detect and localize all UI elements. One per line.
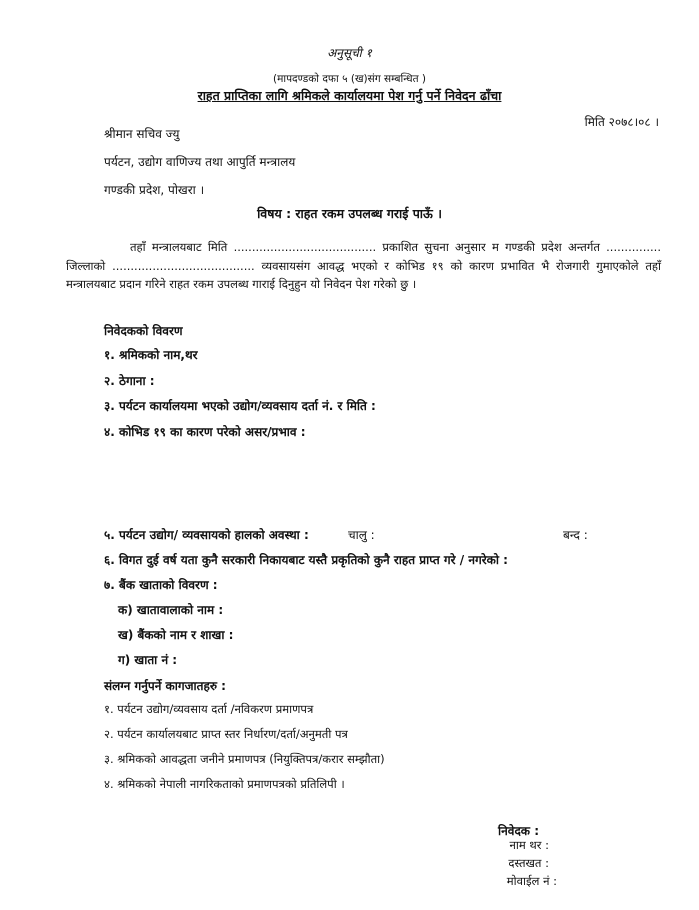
date-line: मिति २०७८।०८ । (584, 115, 659, 129)
attachment-item: ४. श्रमिकको नेपाली नागरिकताको प्रमाणपत्रको प्रतिलिपी । (104, 777, 345, 791)
applicant-heading: निवेदकको विवरण (104, 324, 183, 338)
address-line-2: पर्यटन, उद्योग वाणिज्य तथा आपुर्ति मन्त्रालय (104, 155, 296, 169)
form-subtitle: (मापदण्डको दफा ५ (ख)संग सम्बन्धित ) (272, 73, 427, 85)
signature-mobile: मोवाईल नं : (506, 874, 557, 888)
attachments-heading: संलग्न गर्नुपर्ने कागजातहरु : (104, 679, 226, 693)
field-account-holder: क) खातावालाको नाम : (118, 603, 224, 617)
form-title: राहत प्राप्तिका लागि श्रमिकले कार्यालयमा पेश गर्नु पर्ने निवेदन ढाँचा (197, 88, 502, 103)
field-bank-details: ७. बैंक खाताको विवरण : (104, 578, 218, 592)
status-closed: बन्द : (563, 528, 588, 542)
signature-sign: दस्तखत : (508, 856, 549, 870)
address-line-3: गण्डकी प्रदेश, पोखरा । (104, 183, 205, 197)
field-prior-relief: ६. विगत दुई वर्ष यता कुनै सरकारी निकायबाट यस्तै प्रकृतिको कुनै राहत प्राप्त गरे / नगरेको : (104, 553, 508, 567)
attachment-item: १. पर्यटन उद्योग/व्यवसाय दर्ता /नविकरण प्रमाणपत्र (104, 702, 314, 716)
signature-heading: निवेदक : (498, 824, 540, 838)
attachment-item: २. पर्यटन कार्यालयबाट प्राप्त स्तर निर्धारण/दर्ता/अनुमती पत्र (104, 727, 348, 741)
field-covid-impact: ४. कोभिड १९ का कारण परेको असर/प्रभाव : (104, 425, 306, 439)
field-business-status: ५. पर्यटन उद्योग/ व्यवसायको हालको अवस्था : (104, 528, 309, 542)
schedule-label: अनुसूची १ (327, 46, 372, 60)
status-open: चालु : (348, 528, 375, 542)
field-address: २. ठेगाना : (104, 374, 155, 388)
subject-line: विषय : राहत रकम उपलब्ध गराई पाऊँ । (257, 206, 442, 221)
field-account-number: ग) खाता नं : (118, 653, 178, 667)
attachment-item: ३. श्रमिकको आवद्धता जनीने प्रमाणपत्र (नियुक्तिपत्र/करार सम्झौता) (104, 752, 385, 766)
signature-name: नाम थर : (509, 838, 549, 852)
field-registration: ३. पर्यटन कार्यालयमा भएको उद्योग/व्यवसाय दर्ता नं. र मिति : (104, 399, 376, 413)
field-worker-name: १. श्रमिकको नाम,थर (104, 348, 198, 362)
body-paragraph: तहाँ मन्त्रालयबाट मिति ....................................... प्रकाशित सुचना अनुसार म गण्डकी प्रदेश अन्तर्गत ............... जिल्लाको ....................................... व्यवसायसंग आवद्ध भएको र कोभिड १९ को कारण प्रभावित भै रोजगारी गुमाएकोले तहाँ मन्त्रालयबाट प्रदान गरिने राहत रकम उपलब्ध गाराई दिनुहुन यो निवेदन पेश गरेको छु । (66, 240, 661, 291)
address-line-1: श्रीमान सचिव ज्यु (104, 127, 180, 141)
field-bank-branch: ख) बैंकको नाम र शाखा : (118, 628, 234, 642)
